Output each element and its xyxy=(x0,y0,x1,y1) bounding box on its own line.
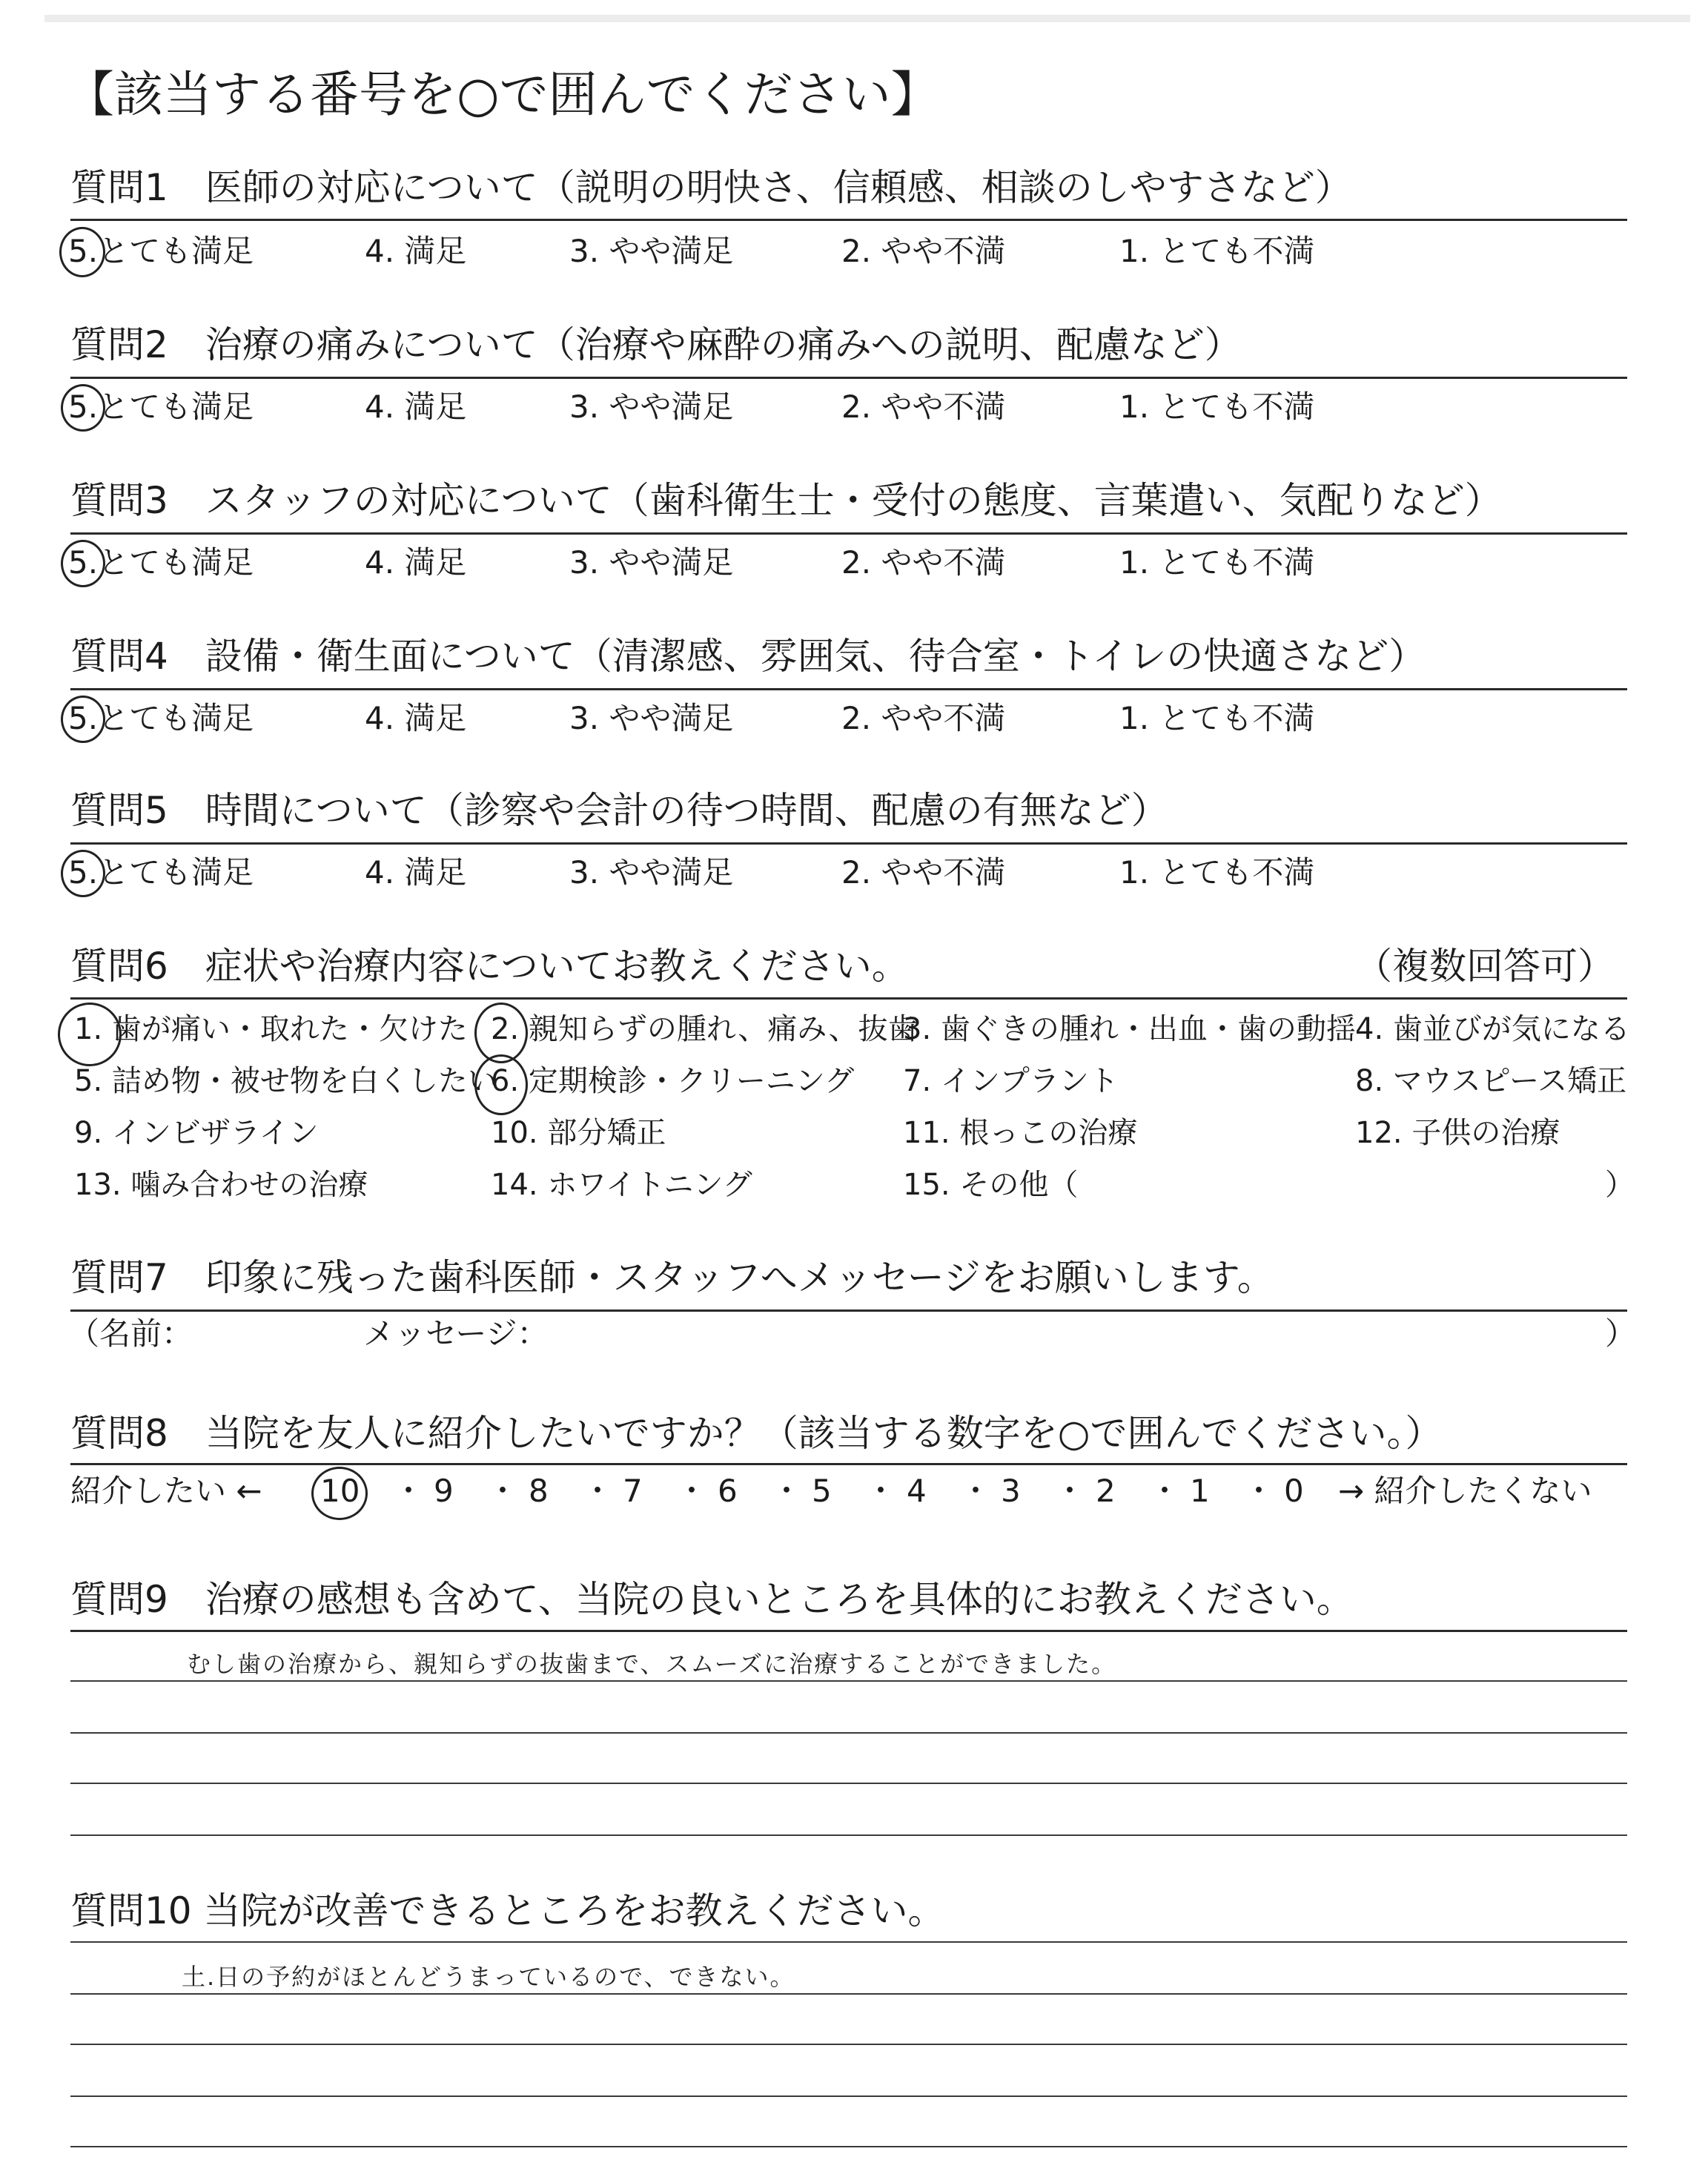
q6-option-1[interactable]: 1. 歯が痛い・取れた・欠けた xyxy=(74,1012,468,1046)
q8-dot: ・ xyxy=(865,1473,897,1509)
q5-option-2[interactable]: 2. やや不満 xyxy=(841,854,1006,891)
q8-scale-9[interactable]: 9 xyxy=(434,1473,454,1509)
q6-option-10[interactable]: 10. 部分矯正 xyxy=(491,1116,666,1150)
q1-option-1[interactable]: 1. とても不満 xyxy=(1119,233,1315,269)
q7-message-label: メッセージ： xyxy=(363,1315,549,1352)
q2-option-2[interactable]: 2. やや不満 xyxy=(841,389,1006,425)
q8-scale-10[interactable]: 10 xyxy=(320,1473,360,1509)
q6-option-11[interactable]: 11. 根っこの治療 xyxy=(903,1116,1138,1150)
question-2-rule xyxy=(70,377,1627,379)
question-1-rule xyxy=(70,219,1627,221)
question-3-title: 質問3 スタッフの対応について（歯科衛生士・受付の態度、言葉遣い、気配りなど） xyxy=(70,479,1502,522)
question-10-title: 質問10 当院が改善できるところをお教えください。 xyxy=(70,1889,945,1932)
scan-edge xyxy=(44,15,1690,22)
q6-option-2[interactable]: 2. 親知らずの腫れ、痛み、抜歯 xyxy=(491,1012,918,1046)
q8-scale-4[interactable]: 4 xyxy=(907,1473,927,1509)
q6-option-13[interactable]: 13. 噛み合わせの治療 xyxy=(74,1168,368,1202)
q6-selection-circle-1 xyxy=(58,1003,122,1066)
instruction-heading: 【該当する番号を○で囲んでください】 xyxy=(65,66,940,123)
q4-option-3[interactable]: 3. やや満足 xyxy=(569,700,734,736)
q7-name-label: （名前： xyxy=(68,1315,193,1352)
q10-answer-line xyxy=(70,2146,1627,2147)
q8-dot: ・ xyxy=(1243,1473,1275,1509)
q8-scale-8[interactable]: 8 xyxy=(529,1473,549,1509)
q2-option-1[interactable]: 1. とても不満 xyxy=(1119,389,1315,425)
question-5-rule xyxy=(70,842,1627,845)
q1-option-5[interactable]: 5.とても満足 xyxy=(68,233,254,269)
q6-option-5[interactable]: 5. 詰め物・被せ物を白くしたい xyxy=(74,1064,497,1098)
q2-option-4[interactable]: 4. 満足 xyxy=(365,389,467,425)
q6-option-8[interactable]: 8. マウスピース矯正 xyxy=(1355,1064,1627,1098)
q8-scale-2[interactable]: 2 xyxy=(1096,1473,1116,1509)
question-4-title: 質問4 設備・衛生面について（清潔感、雰囲気、待合室・トイレの快適さなど） xyxy=(70,635,1426,678)
q10-handwritten-answer: 土.日の予約がほとんどうまっているので、できない。 xyxy=(182,1963,795,1991)
q6-option-12[interactable]: 12. 子供の治療 xyxy=(1355,1116,1560,1150)
question-5-title: 質問5 時間について（診察や会計の待つ時間、配慮の有無など） xyxy=(70,789,1168,832)
q3-selection-circle xyxy=(61,540,105,587)
q4-selection-circle xyxy=(61,696,105,743)
q3-option-4[interactable]: 4. 満足 xyxy=(365,544,467,581)
question-8-rule xyxy=(70,1463,1627,1465)
question-7-rule xyxy=(70,1309,1627,1312)
q8-right-label: → 紹介したくない xyxy=(1338,1473,1592,1509)
q8-dot: ・ xyxy=(487,1473,519,1509)
q1-selection-circle xyxy=(59,227,105,277)
q8-dot: ・ xyxy=(1054,1473,1086,1509)
q1-option-3[interactable]: 3. やや満足 xyxy=(569,233,734,269)
question-6-rule xyxy=(70,997,1627,1000)
q2-option-3[interactable]: 3. やや満足 xyxy=(569,389,734,425)
question-9-rule xyxy=(70,1630,1627,1632)
q8-scale-7[interactable]: 7 xyxy=(623,1473,643,1509)
q8-scale-6[interactable]: 6 xyxy=(718,1473,738,1509)
q8-dot: ・ xyxy=(393,1473,425,1509)
q8-dot: ・ xyxy=(771,1473,803,1509)
question-1-title: 質問1 医師の対応について（説明の明快さ、信頼感、相談のしやすさなど） xyxy=(70,166,1352,209)
q10-answer-line xyxy=(70,2095,1627,2097)
q7-close-paren: ） xyxy=(1605,1315,1637,1352)
question-6-title: 質問6 症状や治療内容についてお教えください。 xyxy=(70,945,909,988)
q6-option-4[interactable]: 4. 歯並びが気になる xyxy=(1355,1012,1630,1046)
q8-scale-5[interactable]: 5 xyxy=(812,1473,832,1509)
q5-selection-circle xyxy=(61,850,105,897)
q5-option-3[interactable]: 3. やや満足 xyxy=(569,854,734,891)
q10-answer-line xyxy=(70,2044,1627,2045)
q8-left-label: 紹介したい ← xyxy=(70,1473,262,1509)
q6-selection-circle-6 xyxy=(474,1054,528,1115)
q3-option-3[interactable]: 3. やや満足 xyxy=(569,544,734,581)
q9-answer-line xyxy=(70,1680,1627,1682)
q8-scale-1[interactable]: 1 xyxy=(1190,1473,1210,1509)
q3-option-5[interactable]: 5.とても満足 xyxy=(68,544,254,581)
q4-option-1[interactable]: 1. とても不満 xyxy=(1119,700,1315,736)
question-7-title: 質問7 印象に残った歯科医師・スタッフへメッセージをお願いします。 xyxy=(70,1256,1274,1299)
q8-dot: ・ xyxy=(582,1473,614,1509)
q6-option-9[interactable]: 9. インビザライン xyxy=(74,1116,319,1150)
q6-option-15[interactable]: 15. その他（ xyxy=(903,1168,1079,1202)
q5-option-5[interactable]: 5.とても満足 xyxy=(68,854,254,891)
q1-option-2[interactable]: 2. やや不満 xyxy=(841,233,1006,269)
q6-option-3[interactable]: 3. 歯ぐきの腫れ・出血・歯の動揺 xyxy=(903,1012,1356,1046)
q8-dot: ・ xyxy=(1149,1473,1181,1509)
question-9-title: 質問9 治療の感想も含めて、当院の良いところを具体的にお教えください。 xyxy=(70,1578,1354,1621)
q6-option-7[interactable]: 7. インプラント xyxy=(903,1064,1119,1098)
q5-option-4[interactable]: 4. 満足 xyxy=(365,854,467,891)
q9-handwritten-answer: むし歯の治療から、親知らずの抜歯まで、スムーズに治療することができました。 xyxy=(187,1650,1117,1678)
q9-answer-line xyxy=(70,1783,1627,1784)
q3-option-1[interactable]: 1. とても不満 xyxy=(1119,544,1315,581)
q4-option-4[interactable]: 4. 満足 xyxy=(365,700,467,736)
q4-option-5[interactable]: 5.とても満足 xyxy=(68,700,254,736)
q6-option-14[interactable]: 14. ホワイトニング xyxy=(491,1168,752,1202)
q8-scale-0[interactable]: 0 xyxy=(1284,1473,1304,1509)
q10-answer-line xyxy=(70,1993,1627,1995)
q4-option-2[interactable]: 2. やや不満 xyxy=(841,700,1006,736)
q5-option-1[interactable]: 1. とても不満 xyxy=(1119,854,1315,891)
q8-dot: ・ xyxy=(676,1473,708,1509)
question-2-title: 質問2 治療の痛みについて（治療や麻酔の痛みへの説明、配慮など） xyxy=(70,323,1242,366)
q3-option-2[interactable]: 2. やや不満 xyxy=(841,544,1006,581)
question-10-rule xyxy=(70,1941,1627,1943)
q9-answer-line xyxy=(70,1732,1627,1734)
q6-option-6[interactable]: 6. 定期検診・クリーニング xyxy=(491,1064,855,1098)
q8-scale-3[interactable]: 3 xyxy=(1001,1473,1021,1509)
question-4-rule xyxy=(70,688,1627,690)
question-6-note: （複数回答可） xyxy=(1355,945,1615,988)
q6-other-close-paren: ） xyxy=(1605,1168,1635,1202)
question-3-rule xyxy=(70,532,1627,535)
q8-dot: ・ xyxy=(960,1473,992,1509)
q2-option-5[interactable]: 5.とても満足 xyxy=(68,389,254,425)
question-8-title: 質問8 当院を友人に紹介したいですか？（該当する数字を○で囲んでください。） xyxy=(70,1412,1443,1455)
q1-option-4[interactable]: 4. 満足 xyxy=(365,233,467,269)
q2-selection-circle xyxy=(61,384,105,432)
q8-selection-circle xyxy=(311,1467,368,1520)
q9-answer-line xyxy=(70,1834,1627,1836)
